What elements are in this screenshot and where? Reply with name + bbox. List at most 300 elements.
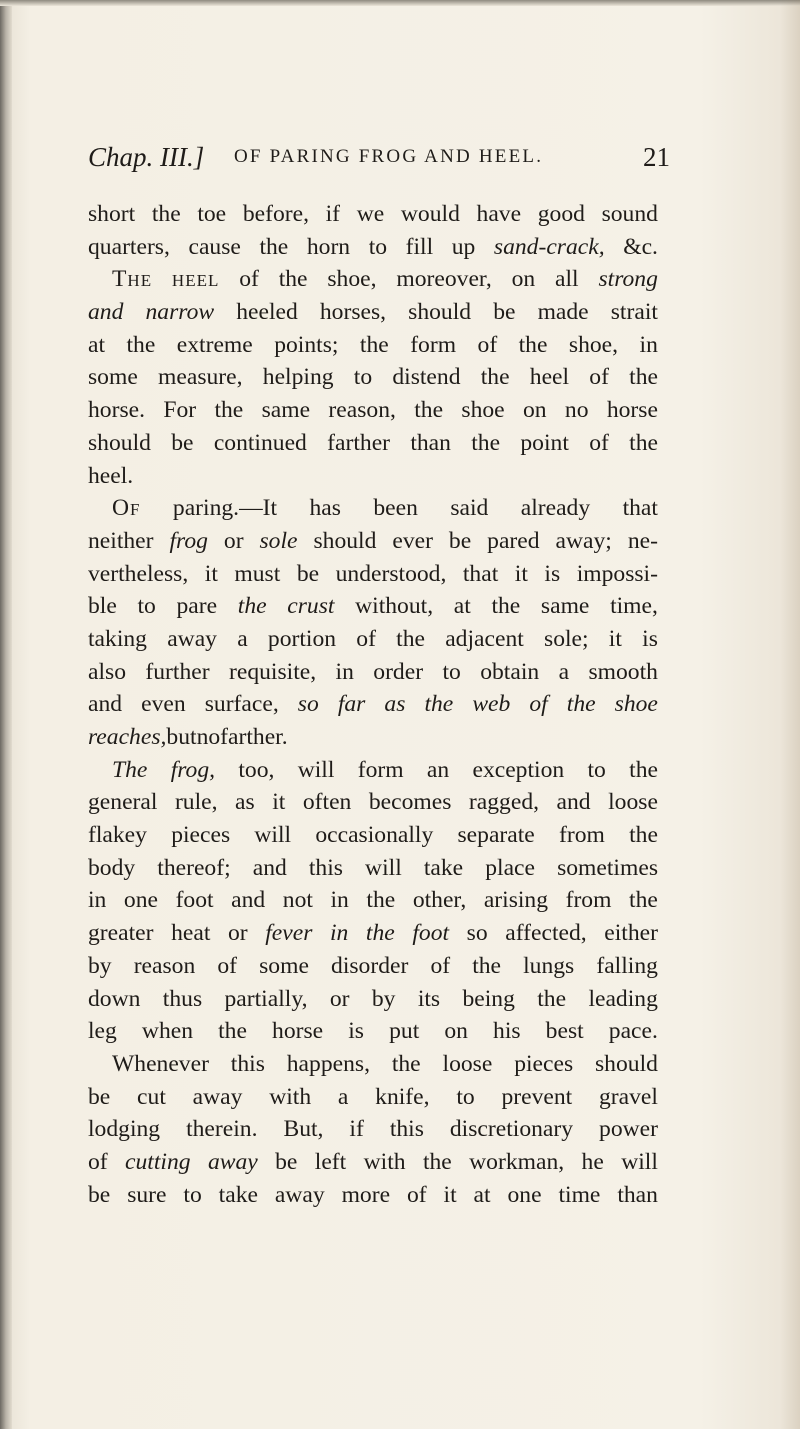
word: form bbox=[410, 331, 457, 358]
word: arising bbox=[483, 887, 549, 914]
word: put bbox=[389, 1018, 420, 1045]
word: continued bbox=[213, 429, 307, 456]
word: the bbox=[414, 397, 444, 424]
word: as bbox=[384, 691, 406, 718]
word: said bbox=[450, 495, 489, 522]
word: if bbox=[349, 1116, 364, 1143]
word: it bbox=[443, 1181, 457, 1208]
word: sometimes bbox=[557, 854, 658, 881]
word: a bbox=[337, 1083, 349, 1110]
word: sure bbox=[127, 1181, 167, 1208]
word: is bbox=[544, 560, 561, 587]
word: should bbox=[88, 429, 151, 456]
word: been bbox=[373, 495, 418, 522]
word: the bbox=[566, 691, 596, 718]
word: loose bbox=[608, 789, 658, 816]
word: time bbox=[558, 1181, 601, 1208]
word: ever bbox=[392, 527, 433, 554]
word: the bbox=[472, 952, 502, 979]
word: on bbox=[522, 397, 547, 424]
word: disorder bbox=[331, 952, 409, 979]
page-binding-edge bbox=[0, 0, 12, 1429]
word: the bbox=[422, 1148, 452, 1175]
word: foot bbox=[175, 887, 214, 914]
word: without, bbox=[355, 593, 434, 620]
word: will bbox=[297, 756, 335, 783]
text-line bbox=[88, 1113, 658, 1146]
word: of bbox=[406, 1181, 427, 1208]
word: of bbox=[356, 625, 376, 652]
word: but bbox=[166, 724, 197, 750]
text-line bbox=[88, 558, 658, 591]
word: take bbox=[218, 1181, 258, 1208]
word: the bbox=[151, 201, 181, 227]
text-line bbox=[88, 427, 658, 460]
word: workman, bbox=[469, 1148, 565, 1175]
word: horn bbox=[306, 233, 351, 260]
word: time, bbox=[610, 593, 658, 620]
word: away bbox=[192, 1083, 243, 1110]
word: shoe, bbox=[327, 266, 377, 293]
word: understood, bbox=[335, 560, 447, 587]
word: one bbox=[123, 887, 158, 914]
word: in bbox=[88, 887, 107, 914]
text-line bbox=[88, 950, 658, 983]
text-line bbox=[88, 1146, 658, 1179]
word: sole bbox=[259, 527, 298, 554]
word: and bbox=[88, 691, 123, 718]
word: away; bbox=[555, 527, 612, 554]
word: form bbox=[357, 756, 404, 783]
word: to bbox=[368, 233, 388, 260]
word: &c. bbox=[623, 233, 658, 260]
word: it bbox=[204, 560, 218, 587]
word: separate bbox=[457, 822, 535, 849]
word: shoe bbox=[461, 397, 505, 424]
word: no bbox=[196, 724, 221, 750]
word: he bbox=[581, 1148, 604, 1175]
word: crust bbox=[287, 593, 335, 620]
word: should bbox=[313, 527, 377, 554]
word: shoe bbox=[614, 691, 658, 718]
body-text bbox=[88, 198, 658, 1211]
word: Of bbox=[112, 495, 141, 522]
word: fill bbox=[405, 233, 434, 260]
word: with bbox=[363, 1148, 406, 1175]
word: at bbox=[88, 331, 106, 358]
word: so bbox=[297, 691, 319, 718]
word: flakey bbox=[88, 822, 147, 849]
word: cut bbox=[137, 1083, 166, 1110]
word: to bbox=[137, 593, 156, 620]
word: by bbox=[88, 952, 112, 979]
word: away bbox=[167, 625, 217, 652]
word: this bbox=[230, 1050, 265, 1077]
page-number: 21 bbox=[643, 142, 670, 172]
word: before, bbox=[242, 201, 309, 227]
word: body bbox=[88, 854, 136, 881]
word: his bbox=[493, 1018, 521, 1045]
word: extreme bbox=[176, 331, 253, 358]
word: we bbox=[356, 201, 385, 227]
word: surface, bbox=[204, 691, 279, 718]
word: reason, bbox=[328, 397, 396, 424]
word: impossi- bbox=[576, 560, 658, 587]
word: even bbox=[141, 691, 186, 718]
word: to bbox=[442, 658, 461, 685]
word: leg bbox=[88, 1018, 117, 1045]
word: some bbox=[88, 364, 138, 391]
word: becomes bbox=[368, 789, 452, 816]
word: the bbox=[471, 429, 501, 456]
word: order bbox=[373, 658, 424, 685]
word: the bbox=[278, 266, 308, 293]
word: and bbox=[88, 299, 124, 326]
text-line bbox=[88, 623, 658, 656]
word: strait bbox=[610, 299, 658, 326]
word: taking bbox=[88, 625, 147, 652]
word: ne- bbox=[627, 527, 658, 554]
text-line bbox=[88, 1179, 658, 1212]
word: or bbox=[329, 985, 350, 1012]
text-line bbox=[88, 231, 658, 264]
word: often bbox=[302, 789, 352, 816]
text-line bbox=[88, 263, 658, 296]
word: the bbox=[424, 691, 454, 718]
word: the bbox=[259, 233, 289, 260]
text-line bbox=[88, 917, 658, 950]
running-head bbox=[88, 142, 688, 182]
word: so bbox=[466, 920, 488, 947]
word: the bbox=[237, 593, 267, 620]
word: affected, bbox=[505, 920, 587, 947]
running-head-title: OF PARING FROG AND HEEL. bbox=[234, 146, 544, 167]
word: if bbox=[325, 201, 341, 227]
word: pieces bbox=[171, 822, 231, 849]
word: Whenever bbox=[112, 1050, 209, 1077]
text-line bbox=[88, 329, 658, 362]
word: will bbox=[254, 822, 292, 849]
word: paring.—It bbox=[172, 495, 278, 522]
word: the bbox=[359, 331, 389, 358]
word: of bbox=[430, 952, 451, 979]
running-head-chapter: Chap. III.] bbox=[88, 142, 205, 172]
word: should bbox=[408, 299, 472, 326]
word: would bbox=[400, 201, 460, 227]
word: it bbox=[608, 625, 622, 652]
word: being bbox=[462, 985, 515, 1012]
word: not bbox=[282, 887, 313, 914]
word: farther bbox=[327, 429, 391, 456]
word: down bbox=[88, 985, 141, 1012]
word: away bbox=[207, 1148, 258, 1175]
word: left bbox=[314, 1148, 347, 1175]
word: toe bbox=[197, 201, 227, 227]
word: shoe, bbox=[568, 331, 619, 358]
word: horse bbox=[272, 1018, 324, 1045]
word: general bbox=[88, 789, 158, 816]
word: an bbox=[426, 756, 450, 783]
word: web bbox=[472, 691, 511, 718]
word: distend bbox=[392, 364, 461, 391]
word: moreover, bbox=[396, 266, 492, 293]
word: falling bbox=[596, 952, 658, 979]
word: frog, bbox=[170, 756, 216, 783]
word: point bbox=[520, 429, 569, 456]
word: place bbox=[485, 854, 535, 881]
word: be bbox=[493, 299, 516, 326]
text-line bbox=[88, 754, 658, 787]
word: For bbox=[163, 397, 197, 424]
word: foot bbox=[412, 920, 450, 947]
word: more bbox=[341, 1181, 391, 1208]
word: take bbox=[423, 854, 464, 881]
word: be bbox=[296, 560, 320, 587]
word: the bbox=[629, 822, 658, 849]
word: when bbox=[141, 1018, 194, 1045]
word: to bbox=[456, 1083, 475, 1110]
word: points; bbox=[274, 331, 339, 358]
word: best bbox=[545, 1018, 584, 1045]
word: of bbox=[239, 266, 259, 293]
word: sound bbox=[601, 201, 658, 227]
word: at bbox=[473, 1181, 491, 1208]
word: But, bbox=[283, 1116, 324, 1143]
word: of bbox=[477, 331, 498, 358]
word: be bbox=[171, 429, 194, 456]
word: frog bbox=[169, 527, 208, 554]
word: other, bbox=[412, 887, 467, 914]
word: heat bbox=[171, 920, 211, 947]
word: the bbox=[396, 625, 425, 652]
word: it bbox=[514, 560, 528, 587]
word: at bbox=[453, 593, 471, 620]
word: the bbox=[629, 887, 658, 914]
word: has bbox=[309, 495, 341, 522]
word: on bbox=[511, 266, 536, 293]
word: of bbox=[529, 691, 548, 718]
word: in bbox=[329, 920, 349, 947]
word: therein. bbox=[186, 1116, 258, 1143]
word: portion bbox=[267, 625, 337, 652]
word: cutting bbox=[125, 1148, 191, 1175]
word: thereof; bbox=[157, 854, 231, 881]
word: heel. bbox=[88, 462, 134, 489]
word: leading bbox=[588, 985, 658, 1012]
word: no bbox=[564, 397, 589, 424]
word: neither bbox=[88, 527, 154, 554]
word: of bbox=[217, 952, 238, 979]
word: all bbox=[555, 266, 579, 293]
word: The bbox=[112, 266, 153, 293]
word: of bbox=[589, 429, 609, 456]
word: will bbox=[621, 1148, 658, 1175]
word: pace. bbox=[608, 1018, 658, 1045]
word: the bbox=[391, 1050, 421, 1077]
word: will bbox=[365, 854, 402, 881]
word: the bbox=[629, 364, 658, 391]
word: the bbox=[480, 364, 510, 391]
word: far bbox=[337, 691, 366, 718]
text-line bbox=[88, 1081, 658, 1114]
word: pare bbox=[176, 593, 218, 620]
word: with bbox=[269, 1083, 312, 1110]
word: that bbox=[462, 560, 499, 587]
text-line bbox=[88, 590, 658, 623]
word: discretionary bbox=[449, 1116, 574, 1143]
word: a bbox=[558, 658, 570, 685]
word: partially, bbox=[224, 985, 308, 1012]
word: requisite, bbox=[229, 658, 317, 685]
word: same bbox=[261, 397, 311, 424]
word: a bbox=[237, 625, 248, 652]
word: its bbox=[417, 985, 441, 1012]
text-line bbox=[88, 819, 658, 852]
word: measure, bbox=[158, 364, 243, 391]
word: of bbox=[589, 364, 609, 391]
word: knife, bbox=[375, 1083, 430, 1110]
word: on bbox=[444, 1018, 468, 1045]
text-line bbox=[88, 852, 658, 885]
word: or bbox=[227, 920, 248, 947]
word: by bbox=[371, 985, 396, 1012]
word: too, bbox=[238, 756, 275, 783]
word: pieces bbox=[514, 1050, 574, 1077]
word: be bbox=[88, 1181, 111, 1208]
word: cause bbox=[188, 233, 241, 260]
text-line bbox=[88, 525, 658, 558]
word: it bbox=[272, 789, 286, 816]
text-line bbox=[88, 394, 658, 427]
word: be bbox=[275, 1148, 298, 1175]
word: greater bbox=[88, 920, 154, 947]
text-line bbox=[88, 983, 658, 1016]
page-right-edge bbox=[780, 0, 800, 1429]
word: adjacent bbox=[445, 625, 524, 652]
text-line bbox=[88, 884, 658, 917]
word: helping bbox=[262, 364, 334, 391]
text-line bbox=[88, 361, 658, 394]
word: the bbox=[491, 593, 521, 620]
word: already bbox=[520, 495, 591, 522]
word: or bbox=[223, 527, 244, 554]
text-line bbox=[88, 1048, 658, 1081]
word: to bbox=[183, 1181, 202, 1208]
word: heeled bbox=[236, 299, 298, 326]
word: prevent bbox=[501, 1083, 573, 1110]
word: the bbox=[218, 1018, 247, 1045]
word: sole; bbox=[544, 625, 589, 652]
word: lodging bbox=[88, 1116, 161, 1143]
word: power bbox=[599, 1116, 658, 1143]
word: this bbox=[308, 854, 343, 881]
word: some bbox=[259, 952, 309, 979]
word: loose bbox=[442, 1050, 493, 1077]
text-line bbox=[88, 721, 658, 754]
word: reason bbox=[133, 952, 196, 979]
word: either bbox=[604, 920, 658, 947]
word: this bbox=[389, 1116, 424, 1143]
word: the bbox=[629, 429, 658, 456]
word: ragged, bbox=[468, 789, 540, 816]
word: gravel bbox=[598, 1083, 658, 1110]
word: thus bbox=[162, 985, 203, 1012]
word: also bbox=[88, 658, 127, 685]
word: to bbox=[353, 364, 373, 391]
word: the bbox=[365, 920, 395, 947]
word: pared bbox=[487, 527, 540, 554]
word: horse. bbox=[88, 397, 146, 424]
word: should bbox=[595, 1050, 658, 1077]
word: as bbox=[235, 789, 255, 816]
word: same bbox=[540, 593, 590, 620]
word: the bbox=[214, 397, 244, 424]
word: and bbox=[231, 887, 266, 914]
word: have bbox=[476, 201, 522, 227]
word: lungs bbox=[523, 952, 575, 979]
word: and bbox=[252, 854, 287, 881]
word: farther. bbox=[220, 724, 288, 750]
text-line bbox=[88, 198, 658, 231]
word: away bbox=[274, 1181, 325, 1208]
word: from bbox=[559, 822, 605, 849]
word: heel bbox=[529, 364, 570, 391]
word: rule, bbox=[174, 789, 218, 816]
word: made bbox=[537, 299, 589, 326]
word: horse bbox=[606, 397, 658, 424]
text-line bbox=[88, 656, 658, 689]
word: the bbox=[537, 985, 567, 1012]
word: be bbox=[448, 527, 472, 554]
word: vertheless, bbox=[88, 560, 189, 587]
word: smooth bbox=[588, 658, 658, 685]
word: to bbox=[587, 756, 606, 783]
word: that bbox=[622, 495, 658, 522]
word: the bbox=[126, 331, 156, 358]
word: the bbox=[366, 887, 396, 914]
word: narrow bbox=[145, 299, 215, 326]
word: obtain bbox=[480, 658, 540, 685]
text-line bbox=[88, 1015, 658, 1048]
word: quarters, bbox=[88, 233, 170, 260]
word: and bbox=[556, 789, 591, 816]
word: horses, bbox=[319, 299, 387, 326]
word: heel bbox=[171, 266, 220, 293]
word: than bbox=[410, 429, 451, 456]
text-line bbox=[88, 296, 658, 329]
word: is bbox=[642, 625, 658, 652]
word: sand-crack, bbox=[493, 233, 605, 260]
word: reaches, bbox=[88, 724, 167, 750]
word: in bbox=[335, 658, 354, 685]
word: good bbox=[537, 201, 585, 227]
word: from bbox=[565, 887, 612, 914]
word: strong bbox=[598, 266, 658, 293]
word: the bbox=[518, 331, 548, 358]
word: in bbox=[639, 331, 658, 358]
word: short bbox=[88, 201, 136, 227]
word: the bbox=[629, 756, 658, 783]
word: one bbox=[507, 1181, 542, 1208]
word: occasionally bbox=[315, 822, 434, 849]
word: happens, bbox=[286, 1050, 370, 1077]
word: of bbox=[88, 1148, 108, 1175]
word: be bbox=[88, 1083, 111, 1110]
word: ble bbox=[88, 593, 117, 620]
text-line bbox=[88, 492, 658, 525]
word: than bbox=[617, 1181, 658, 1208]
word: fever bbox=[265, 920, 313, 947]
